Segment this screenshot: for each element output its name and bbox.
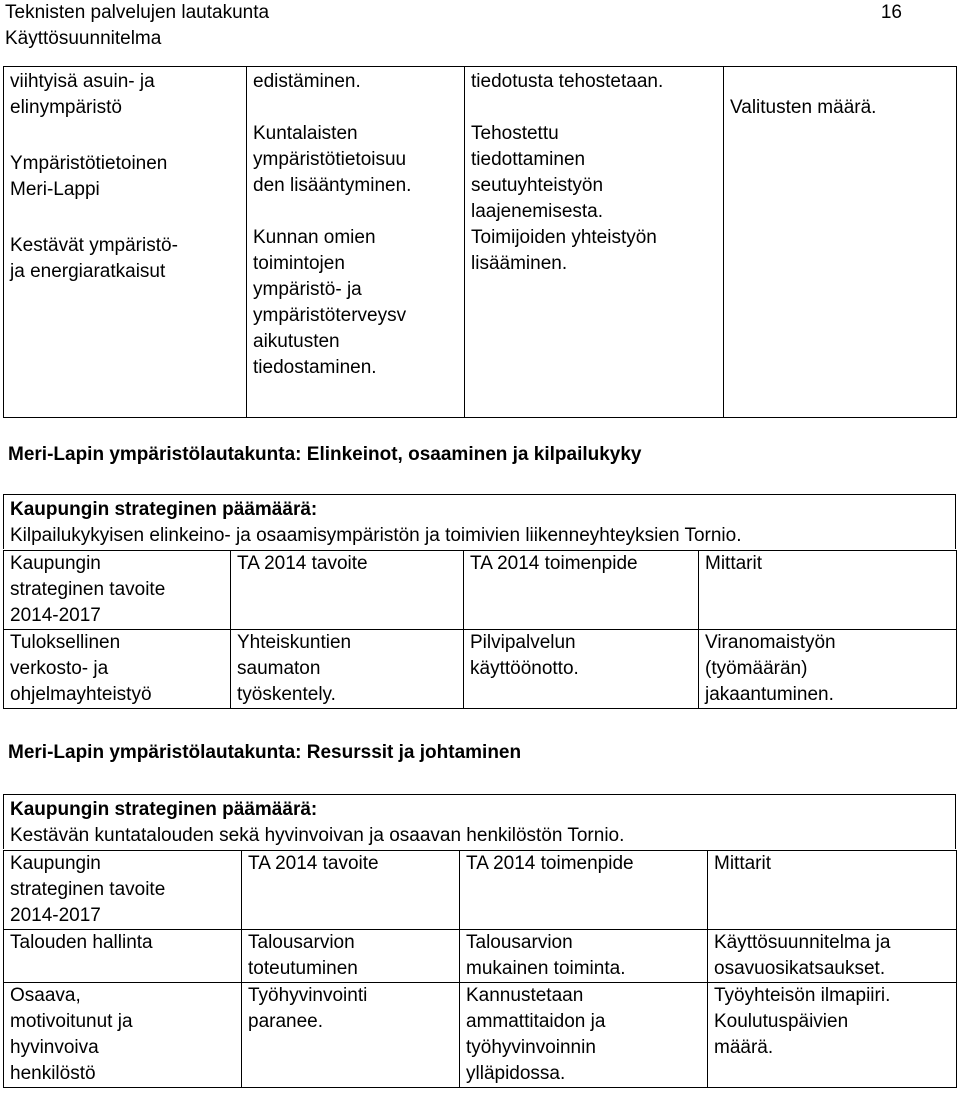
header-text: TA 2014 tavoite (248, 853, 379, 874)
table-cell (231, 630, 464, 709)
header-text: Kaupungin strateginen tavoite 2014-2017 (10, 853, 166, 926)
strategic-goal-text: Kilpailukykyisen elinkeino- ja osaamisympäristön ja toimivien liikenneyhteyksien Tornio. (10, 525, 742, 546)
table-row (4, 930, 957, 983)
cell-text: Yhteiskuntien saumaton työskentely. (237, 632, 352, 705)
cell-line: elinympäristö (10, 97, 122, 118)
cell-line: ympäristöterveysv (253, 305, 407, 326)
cell-line: ympäristötietoisuu (253, 149, 407, 170)
cell-line: viihtyisä asuin- ja (10, 71, 155, 92)
cell-line: ja energiaratkaisut (10, 261, 166, 282)
table-cell (708, 930, 957, 983)
table-header-cell (699, 551, 957, 630)
table-cell (465, 67, 724, 418)
cell-line: tiedottaminen (471, 149, 586, 170)
cell-text: Kannustetaan ammattitaidon ja työhyvinvoinnin ylläpidossa. (466, 985, 606, 1084)
header-title: Teknisten palvelujen lautakunta (5, 2, 270, 23)
cell-line: Kunnan omien (253, 227, 376, 248)
table-row (4, 67, 957, 418)
table-header-row (4, 551, 957, 630)
table-header-cell (708, 851, 957, 930)
header-subtitle: Käyttösuunnitelma (5, 28, 162, 49)
header-text: Mittarit (705, 553, 762, 574)
table-cell (242, 930, 460, 983)
cell-line: den lisääntyminen. (253, 175, 412, 196)
cell-line: Toimijoiden yhteistyön (471, 227, 657, 248)
header-text: TA 2014 toimenpide (466, 853, 634, 874)
table-header-cell (231, 551, 464, 630)
table-cell (464, 630, 699, 709)
cell-line: Kestävät ympäristö- (10, 235, 178, 256)
cell-text: Tuloksellinen verkosto- ja ohjelmayhteistyö (10, 632, 152, 705)
header-text: Kaupungin strateginen tavoite 2014-2017 (10, 553, 166, 626)
cell-line: Meri-Lappi (10, 179, 100, 200)
cell-text: Talousarvion mukainen toiminta. (466, 932, 626, 979)
table-header-cell (4, 851, 242, 930)
cell-text: Osaava, motivoitunut ja hyvinvoiva henkilöstö (10, 985, 133, 1084)
cell-line: edistäminen. (253, 71, 361, 92)
cell-line: lisääminen. (471, 253, 568, 274)
table-cell (4, 630, 231, 709)
page-header (5, 0, 915, 52)
cell-line: toimintojen (253, 253, 345, 274)
table-cell (4, 983, 242, 1088)
top-table (3, 66, 957, 418)
cell-text: Työyhteisön ilmapiiri. Koulutuspäivien määrä. (714, 985, 891, 1058)
table-header-cell (242, 851, 460, 930)
table-cell (242, 983, 460, 1088)
page-number: 16 (880, 2, 902, 23)
strategic-goal-label: Kaupungin strateginen päämäärä: (10, 799, 318, 820)
table-header-cell (464, 551, 699, 630)
cell-line: Tehostettu (471, 123, 559, 144)
goals-table (3, 550, 957, 709)
cell-text: Käyttösuunnitelma ja osavuosikatsaukset. (714, 932, 891, 979)
table-cell (247, 67, 465, 418)
table-cell (724, 67, 957, 418)
cell-text: Viranomaistyön (työmäärän) jakaantuminen. (705, 632, 836, 705)
cell-text: Työhyvinvointi paranee. (248, 985, 368, 1032)
table-cell (708, 983, 957, 1088)
strategic-goal-box (3, 494, 956, 549)
cell-line: seutuyhteistyön (471, 175, 604, 196)
cell-line: ympäristö- ja (253, 279, 362, 300)
strategic-goal-box (3, 794, 956, 849)
cell-line: Valitusten määrä. (730, 97, 877, 118)
cell-line: aikutusten (253, 331, 340, 352)
section-title: Meri-Lapin ympäristölautakunta: Elinkeinot, osaaminen ja kilpailukyky (8, 444, 642, 465)
table-header-row (4, 851, 957, 930)
goals-table (3, 850, 957, 1088)
cell-text: Talousarvion toteutuminen (248, 932, 358, 979)
table-row (4, 630, 957, 709)
cell-line: tiedotusta tehostetaan. (471, 71, 664, 92)
table-header-cell (4, 551, 231, 630)
header-text: TA 2014 tavoite (237, 553, 368, 574)
cell-text: Pilvipalvelun käyttöönotto. (470, 632, 579, 679)
cell-line: Kuntalaisten (253, 123, 358, 144)
table-header-cell (460, 851, 708, 930)
header-text: TA 2014 toimenpide (470, 553, 638, 574)
cell-line: laajenemisesta. (471, 201, 604, 222)
table-cell (460, 930, 708, 983)
cell-text: Talouden hallinta (10, 932, 153, 953)
strategic-goal-label: Kaupungin strateginen päämäärä: (10, 499, 318, 520)
table-cell (460, 983, 708, 1088)
table-row (4, 983, 957, 1088)
cell-line: Ympäristötietoinen (10, 153, 168, 174)
table-cell (4, 930, 242, 983)
cell-line: tiedostaminen. (253, 357, 377, 378)
strategic-goal-text: Kestävän kuntatalouden sekä hyvinvoivan ja osaavan henkilöstön Tornio. (10, 825, 625, 846)
section-title: Meri-Lapin ympäristölautakunta: Resurssit ja johtaminen (8, 742, 522, 763)
table-cell (699, 630, 957, 709)
header-text: Mittarit (714, 853, 771, 874)
table-cell (4, 67, 247, 418)
